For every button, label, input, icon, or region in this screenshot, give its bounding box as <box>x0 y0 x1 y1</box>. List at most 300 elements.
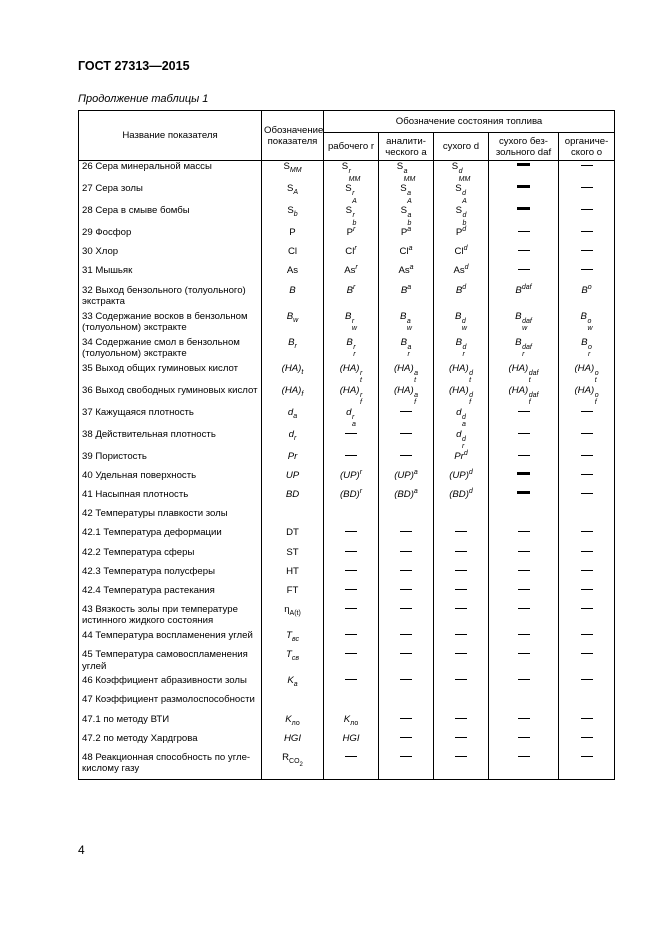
dash-mark <box>518 570 530 571</box>
dash-mark <box>400 718 412 719</box>
table-row <box>79 585 615 604</box>
symbol-indices: o f <box>594 391 599 407</box>
indicator-symbol <box>262 508 324 527</box>
state-symbol-a <box>379 508 434 527</box>
page-number: 4 <box>78 843 85 857</box>
dash-mark <box>345 608 357 609</box>
state-symbol-r <box>324 694 379 713</box>
state-symbol-d <box>434 470 489 489</box>
symbol-subscript: A <box>293 189 299 196</box>
state-symbol-daf <box>489 547 559 566</box>
dash-mark <box>581 231 593 232</box>
indicators-table <box>78 110 615 780</box>
dash-mark <box>400 411 412 412</box>
indicator-name: 27 Сера золы <box>79 183 262 205</box>
table-row <box>79 183 615 205</box>
symbol-base: K <box>343 713 351 725</box>
state-symbol-daf <box>489 407 559 429</box>
state-symbol-daf <box>489 527 559 546</box>
state-symbol-a <box>379 246 434 265</box>
indicator-symbol <box>262 630 324 649</box>
symbol-indices: d t <box>469 369 474 385</box>
dash-mark <box>518 756 530 757</box>
symbol-indices: daf f <box>528 391 539 407</box>
indicator-name-line: 33 Содержание восков в бензольном <box>82 310 248 322</box>
state-symbol-o <box>559 508 615 527</box>
dash-mark <box>345 679 357 680</box>
state-symbol-daf <box>489 246 559 265</box>
state-symbol-a <box>379 227 434 246</box>
dash-mark <box>400 679 412 680</box>
dash-mark <box>581 411 593 412</box>
dash-mark <box>345 455 357 456</box>
dash-mark <box>455 653 467 654</box>
state-symbol-o <box>559 183 615 205</box>
dash-mark <box>581 551 593 552</box>
symbol-indices: r b <box>352 212 357 227</box>
symbol-indices: r t <box>359 369 363 385</box>
table-row <box>79 508 615 527</box>
indicator-name <box>79 752 262 780</box>
indicator-name: 44 Температура воспламенения углей <box>79 630 262 649</box>
state-symbol-a <box>379 675 434 694</box>
state-symbol-o <box>559 385 615 407</box>
state-symbol-r <box>324 429 379 451</box>
state-symbol-d <box>434 451 489 470</box>
symbol-superscript: r <box>355 264 358 272</box>
symbol-superscript: d <box>468 487 473 495</box>
header-dry-ash-free: сухого без-зольного daf <box>489 133 559 161</box>
symbol-base: T <box>285 649 292 661</box>
symbol-base: (UP) <box>394 469 414 481</box>
symbol-superscript: r <box>354 245 357 253</box>
table-continuation-caption: Продолжение таблицы 1 <box>78 93 209 105</box>
dash-mark <box>581 474 593 475</box>
symbol-superscript: a <box>407 226 412 233</box>
state-symbol-o <box>559 714 615 733</box>
state-symbol-r <box>324 407 379 429</box>
state-symbol-o <box>559 451 615 470</box>
state-symbol-r <box>324 547 379 566</box>
table-row <box>79 311 615 337</box>
state-symbol-o <box>559 675 615 694</box>
state-symbol-o <box>559 337 615 363</box>
dash-mark <box>345 531 357 532</box>
symbol-base: (UP) <box>449 469 469 481</box>
symbol-base: B <box>515 284 522 296</box>
dash-mark <box>400 756 412 757</box>
symbol-base: S <box>400 183 407 194</box>
symbol-superscript: d <box>468 468 473 476</box>
state-symbol-daf <box>489 752 559 780</box>
state-symbol-a <box>379 285 434 311</box>
indicator-symbol <box>262 649 324 675</box>
indicator-name <box>79 337 262 363</box>
dash-mark <box>581 718 593 719</box>
indicator-name: 40 Удельная поверхность <box>79 470 262 489</box>
dash-mark <box>400 589 412 590</box>
dash-mark <box>455 756 467 757</box>
symbol-superscript: r <box>359 487 363 495</box>
dash-mark <box>400 433 412 434</box>
symbol-base: η <box>284 604 290 616</box>
state-symbol-o <box>559 205 615 227</box>
dash-mark <box>518 608 530 609</box>
indicator-name-line: 43 Вязкость золы при температуре <box>82 604 238 616</box>
dash-mark <box>518 737 530 738</box>
state-symbol-d <box>434 161 489 184</box>
indicator-symbol <box>262 604 324 630</box>
state-symbol-daf <box>489 489 559 508</box>
table-row <box>79 429 615 451</box>
state-symbol-r <box>324 451 379 470</box>
state-symbol-daf <box>489 733 559 752</box>
dash-mark <box>345 634 357 635</box>
symbol-base: B <box>581 336 588 348</box>
indicator-name: 42.4 Температура растекания <box>79 585 262 604</box>
symbol-subscript: ло <box>350 719 359 727</box>
state-symbol-d <box>434 733 489 752</box>
state-symbol-o <box>559 311 615 337</box>
symbol-base: P <box>455 227 463 238</box>
dash-mark <box>518 679 530 680</box>
symbol-indices: a MM <box>403 168 416 183</box>
indicator-name: 42.1 Температура деформации <box>79 527 262 546</box>
symbol-subscript: t <box>301 368 304 376</box>
state-symbol-a <box>379 566 434 585</box>
symbol-indices: a b <box>407 212 412 227</box>
state-symbol-a <box>379 733 434 752</box>
dash-mark <box>400 531 412 532</box>
dash-mark <box>518 718 530 719</box>
symbol-subscript: a <box>293 681 298 689</box>
indicator-symbol <box>262 675 324 694</box>
table-row <box>79 604 615 630</box>
state-symbol-daf <box>489 630 559 649</box>
symbol-base: S <box>455 205 462 216</box>
state-symbol-daf <box>489 508 559 527</box>
dash-mark <box>345 589 357 590</box>
symbol-base: (HA) <box>508 362 529 374</box>
symbol-base: (HA) <box>281 384 302 396</box>
table-row <box>79 733 615 752</box>
indicator-symbol <box>262 265 324 284</box>
symbol-base: B <box>580 310 587 322</box>
symbol-base: B <box>455 310 462 322</box>
state-symbol-o <box>559 547 615 566</box>
symbol-superscript: r <box>353 226 356 233</box>
symbol-base: (BD) <box>449 488 469 500</box>
symbol-superscript: o <box>587 283 592 291</box>
indicator-symbol <box>262 161 324 184</box>
symbol-base: (HA) <box>574 362 595 374</box>
dash-mark <box>345 551 357 552</box>
symbol-base: S <box>286 183 294 194</box>
symbol-indices: d A <box>462 190 467 205</box>
dash-mark <box>455 551 467 552</box>
state-symbol-a <box>379 694 434 713</box>
state-symbol-daf <box>489 363 559 385</box>
state-symbol-a <box>379 489 434 508</box>
symbol-indices: daf t <box>528 369 539 385</box>
indicator-name-line: кислому газу <box>82 763 140 775</box>
symbol-superscript: r <box>359 468 363 476</box>
symbol-base: B <box>515 336 522 348</box>
symbol-base: B <box>455 284 463 296</box>
symbol-superscript: a <box>409 264 414 272</box>
table-row <box>79 675 615 694</box>
symbol-base: (HA) <box>281 362 302 374</box>
indicator-name: 42.2 Температура сферы <box>79 547 262 566</box>
symbol-base: S <box>451 161 459 172</box>
symbol-base: d <box>287 406 294 418</box>
state-symbol-daf <box>489 285 559 311</box>
state-symbol-o <box>559 407 615 429</box>
bold-dash-mark <box>517 207 530 210</box>
header-organic: органиче-ского o <box>559 133 615 161</box>
symbol-indices: a r <box>407 343 412 359</box>
indicator-symbol <box>262 337 324 363</box>
state-symbol-o <box>559 752 615 780</box>
state-symbol-a <box>379 451 434 470</box>
symbol-base: Cl <box>454 246 464 258</box>
state-symbol-r <box>324 604 379 630</box>
symbol-base: S <box>287 205 294 216</box>
symbol-indices: a A <box>407 190 412 205</box>
symbol-indices: d r <box>461 435 466 451</box>
indicator-name: 39 Пористость <box>79 451 262 470</box>
symbol-indices: d f <box>469 391 474 407</box>
indicator-name: 47.1 по методу ВТИ <box>79 714 262 733</box>
symbol-base: (HA) <box>574 384 595 396</box>
symbol-subscript: св <box>291 655 300 663</box>
symbol-indices: o w <box>587 317 593 333</box>
symbol-base: (BD) <box>339 488 360 500</box>
dash-mark <box>581 165 593 166</box>
state-symbol-daf <box>489 714 559 733</box>
state-symbol-a <box>379 527 434 546</box>
symbol-base: S <box>283 161 290 172</box>
state-symbol-daf <box>489 385 559 407</box>
symbol-base: B <box>581 284 588 296</box>
table-row <box>79 630 615 649</box>
dash-mark <box>400 634 412 635</box>
state-symbol-daf <box>489 675 559 694</box>
table-row <box>79 451 615 470</box>
dash-mark <box>345 570 357 571</box>
state-symbol-daf <box>489 311 559 337</box>
dash-mark <box>581 209 593 210</box>
symbol-base: S <box>400 205 407 216</box>
state-symbol-r <box>324 246 379 265</box>
dash-mark <box>400 570 412 571</box>
dash-mark <box>581 433 593 434</box>
state-symbol-o <box>559 363 615 385</box>
indicator-name: 38 Действительная плотность <box>79 429 262 451</box>
indicator-name-line: (толуольном) экстракте <box>82 321 187 333</box>
dash-mark <box>345 433 357 434</box>
dash-mark <box>581 250 593 251</box>
indicator-symbol <box>262 527 324 546</box>
symbol-base: UP <box>285 469 300 481</box>
symbol-indices: a w <box>406 317 412 333</box>
state-symbol-r <box>324 733 379 752</box>
symbol-base: As <box>453 265 465 277</box>
state-symbol-a <box>379 752 434 780</box>
bold-dash-mark <box>517 472 530 475</box>
symbol-superscript: d <box>464 264 469 272</box>
symbol-superscript: r <box>353 283 356 291</box>
indicator-name: 37 Кажущаяся плотность <box>79 407 262 429</box>
dash-mark <box>345 756 357 757</box>
indicator-name <box>79 649 262 675</box>
symbol-base: (UP) <box>339 469 360 481</box>
state-symbol-d <box>434 527 489 546</box>
state-symbol-a <box>379 429 434 451</box>
indicator-symbol <box>262 205 324 227</box>
dash-mark <box>518 231 530 232</box>
symbol-base: d <box>346 406 352 418</box>
state-symbol-d <box>434 429 489 451</box>
dash-mark <box>518 634 530 635</box>
symbol-base: S <box>341 161 349 172</box>
symbol-base: (HA) <box>393 362 414 374</box>
symbol-superscript: a <box>408 245 413 253</box>
state-symbol-d <box>434 630 489 649</box>
symbol-indices: r A <box>352 190 357 205</box>
table-row <box>79 285 615 311</box>
state-symbol-o <box>559 470 615 489</box>
table-row <box>79 337 615 363</box>
table-row <box>79 407 615 429</box>
header-dry: сухого d <box>434 133 489 161</box>
state-symbol-o <box>559 265 615 284</box>
symbol-indices: r w <box>351 317 357 333</box>
state-symbol-o <box>559 604 615 630</box>
dash-mark <box>345 653 357 654</box>
dash-mark <box>518 653 530 654</box>
state-symbol-a <box>379 604 434 630</box>
state-symbol-r <box>324 489 379 508</box>
indicator-symbol <box>262 566 324 585</box>
state-symbol-a <box>379 265 434 284</box>
state-symbol-r <box>324 363 379 385</box>
dash-mark <box>581 679 593 680</box>
dash-mark <box>455 634 467 635</box>
dash-mark <box>400 653 412 654</box>
symbol-base: (HA) <box>393 384 414 396</box>
state-symbol-d <box>434 675 489 694</box>
dash-mark <box>581 269 593 270</box>
symbol-indices: o r <box>588 343 592 359</box>
indicator-name-line: углей <box>82 660 107 672</box>
indicator-name: 47.2 по методу Хардгрова <box>79 733 262 752</box>
symbol-superscript: d <box>463 449 468 457</box>
symbol-superscript: a <box>413 468 418 476</box>
state-symbol-a <box>379 630 434 649</box>
symbol-base: (HA) <box>339 362 360 374</box>
symbol-indices: d w <box>461 317 467 333</box>
symbol-subscript: A(t) <box>289 610 301 618</box>
symbol-indices: a f <box>414 391 419 407</box>
symbol-base: P <box>400 227 408 238</box>
indicator-symbol <box>262 311 324 337</box>
state-symbol-o <box>559 285 615 311</box>
symbol-base: P <box>346 227 354 238</box>
symbol-indices: d MM <box>458 168 471 183</box>
state-symbol-r <box>324 183 379 205</box>
table-row <box>79 363 615 385</box>
state-symbol-o <box>559 649 615 675</box>
symbol-base: d <box>456 428 462 440</box>
table-row <box>79 694 615 713</box>
table-row <box>79 527 615 546</box>
dash-mark <box>455 679 467 680</box>
state-symbol-o <box>559 585 615 604</box>
state-symbol-a <box>379 470 434 489</box>
state-symbol-o <box>559 489 615 508</box>
state-symbol-a <box>379 585 434 604</box>
state-symbol-r <box>324 585 379 604</box>
table-row <box>79 205 615 227</box>
state-symbol-o <box>559 566 615 585</box>
state-symbol-d <box>434 714 489 733</box>
state-symbol-r <box>324 630 379 649</box>
dash-mark <box>400 608 412 609</box>
state-symbol-o <box>559 161 615 184</box>
state-symbol-daf <box>489 227 559 246</box>
symbol-base: Cl <box>399 246 409 258</box>
indicator-name-line: истинного жидкого состояния <box>82 615 214 627</box>
state-symbol-d <box>434 337 489 363</box>
symbol-base: Pr <box>287 450 298 462</box>
symbol-indices: r MM <box>348 168 361 183</box>
indicator-name: 35 Выход общих гуминовых кислот <box>79 363 262 385</box>
indicator-symbol <box>262 227 324 246</box>
state-symbol-d <box>434 547 489 566</box>
state-symbol-d <box>434 311 489 337</box>
state-symbol-d <box>434 694 489 713</box>
indicator-name-line: 45 Температура самовоспламенения <box>82 649 248 661</box>
state-symbol-daf <box>489 649 559 675</box>
symbol-base: B <box>345 310 352 322</box>
symbol-base: (HA) <box>448 362 469 374</box>
symbol-superscript: d <box>462 226 467 233</box>
state-symbol-r <box>324 675 379 694</box>
state-symbol-a <box>379 714 434 733</box>
state-symbol-r <box>324 227 379 246</box>
symbol-base: T <box>286 630 292 642</box>
dash-mark <box>581 653 593 654</box>
state-symbol-o <box>559 694 615 713</box>
indicator-name: 36 Выход свободных гуминовых кислот <box>79 385 262 407</box>
symbol-base: B <box>346 284 354 296</box>
symbol-indices: r a <box>351 413 356 429</box>
header-analytic: аналити-ческого a <box>379 133 434 161</box>
indicator-name <box>79 285 262 311</box>
table-header <box>79 111 615 161</box>
state-symbol-o <box>559 246 615 265</box>
symbol-base: d <box>456 406 462 418</box>
dash-mark <box>455 737 467 738</box>
state-symbol-o <box>559 527 615 546</box>
symbol-base: HT <box>286 565 299 577</box>
dash-mark <box>400 737 412 738</box>
symbol-base: B <box>455 336 462 348</box>
state-symbol-a <box>379 547 434 566</box>
state-symbol-d <box>434 246 489 265</box>
bold-dash-mark <box>517 163 530 166</box>
